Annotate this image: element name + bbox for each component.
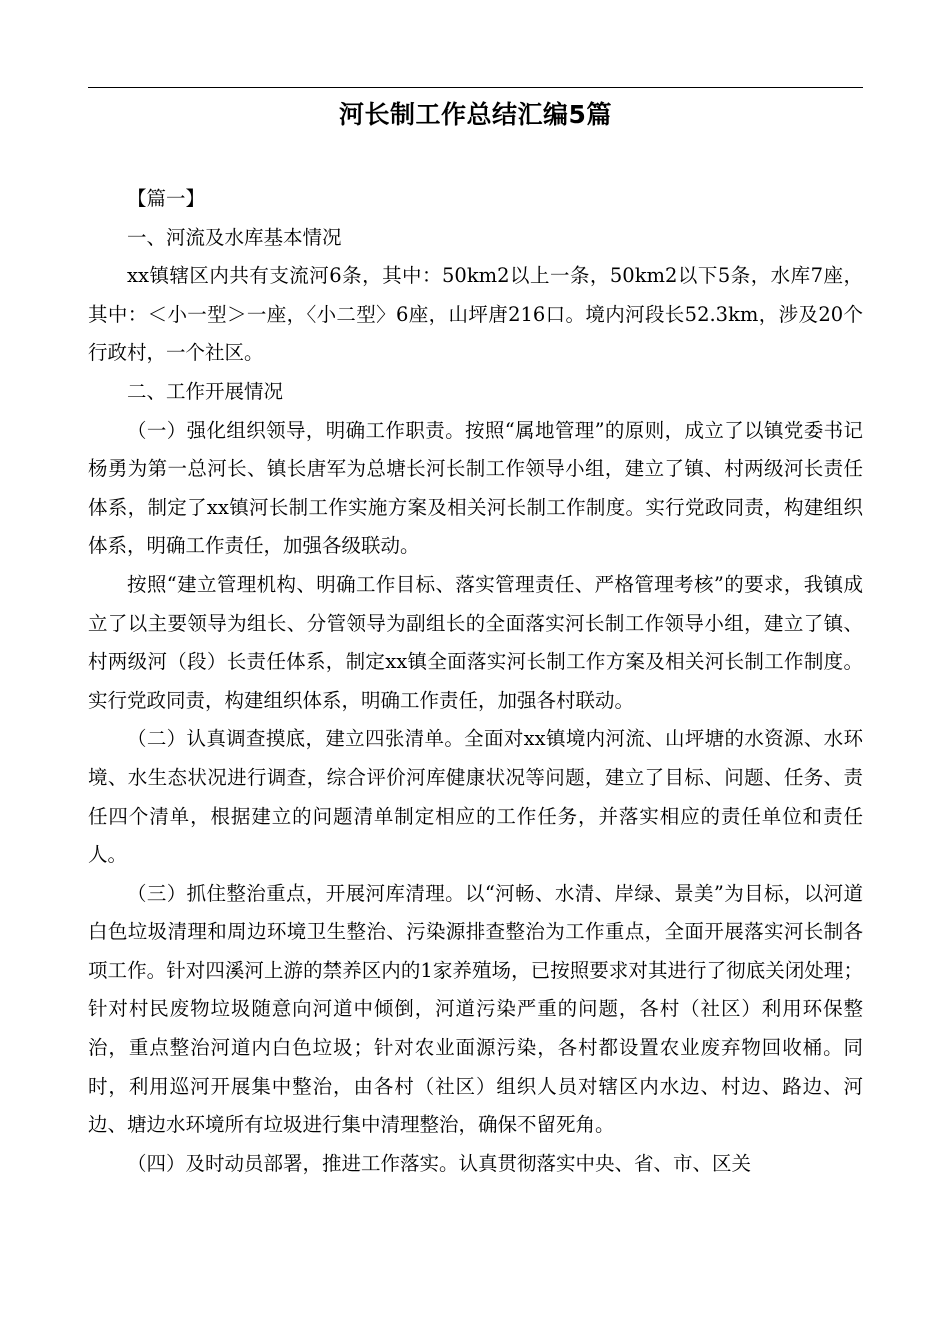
document-body xyxy=(88,180,863,1183)
paragraph-requirements: 按照“建立管理机构、明确工作目标、落实管理责任、严格管理考核”的要求，我镇成立了以主要领导为组长、分管领导为副组长的全面落实河长制工作领导小组，建立了镇、村两级河（段）长责任体系，制定xx镇全面落实河长制工作方案及相关河长制工作制度。实行党政同责，构建组织体系，明确工作责任，加强各村联动。 xyxy=(88,572,863,712)
paragraph-survey: （二）认真调查摸底，建立四张清单。全面对xx镇境内河流、山坪塘的水资源、水环境、水生态状况进行调查，综合评价河库健康状况等问题，建立了目标、问题、任务、责任四个清单，根据建立的问题清单制定相应的工作任务，并落实相应的责任单位和责任人。 xyxy=(88,727,863,867)
paragraph-organization: （一）强化组织领导，明确工作职责。按照“属地管理”的原则，成立了以镇党委书记杨勇为第一总河长、镇长唐军为总塘长河长制工作领导小组，建立了镇、村两级河长责任体系，制定了xx镇河长制工作实施方案及相关河长制工作制度。实行党政同责，构建组织体系，明确工作责任，加强各级联动。 xyxy=(88,418,863,558)
heading-work-progress: 二、工作开展情况 xyxy=(127,379,284,403)
section-label: 【篇一】 xyxy=(127,187,206,210)
paragraph-deployment: （四）及时动员部署，推进工作落实。认真贯彻落实中央、省、市、区关 xyxy=(127,1151,752,1175)
document-title: 河长制工作总结汇编5篇 xyxy=(339,100,612,129)
paragraph-basic-situation: xx镇辖区内共有支流河6条，其中：50km2以上一条，50km2以下5条，水库7座，其中：＜小一型＞一座，〈小二型〉6座，山坪唐216口。境内河段长52.3km，涉及20个行政村，一个社区。 xyxy=(88,264,863,365)
paragraph-rectification: （三）抓住整治重点，开展河库清理。以“河畅、水清、岸绿、景美”为目标，以河道白色垃圾清理和周边环境卫生整治、污染源排查整治为工作重点，全面开展落实河长制各项工作。针对四溪河上游的禁养区内的1家养殖场，已按照要求对其进行了彻底关闭处理；针对村民废物垃圾随意向河道中倾倒，河道污染严重的问题，各村（社区）利用环保整治，重点整治河道内白色垃圾；针对农业面源污染，各村都设置农业废弃物回收桶。同时，利用巡河开展集中整治，由各村（社区）组织人员对辖区内水边、村边、路边、河边、塘边水环境所有垃圾进行集中清理整治，确保不留死角。 xyxy=(88,881,863,1137)
heading-basic-situation: 一、河流及水库基本情况 xyxy=(127,225,342,249)
header-rule xyxy=(88,87,863,88)
